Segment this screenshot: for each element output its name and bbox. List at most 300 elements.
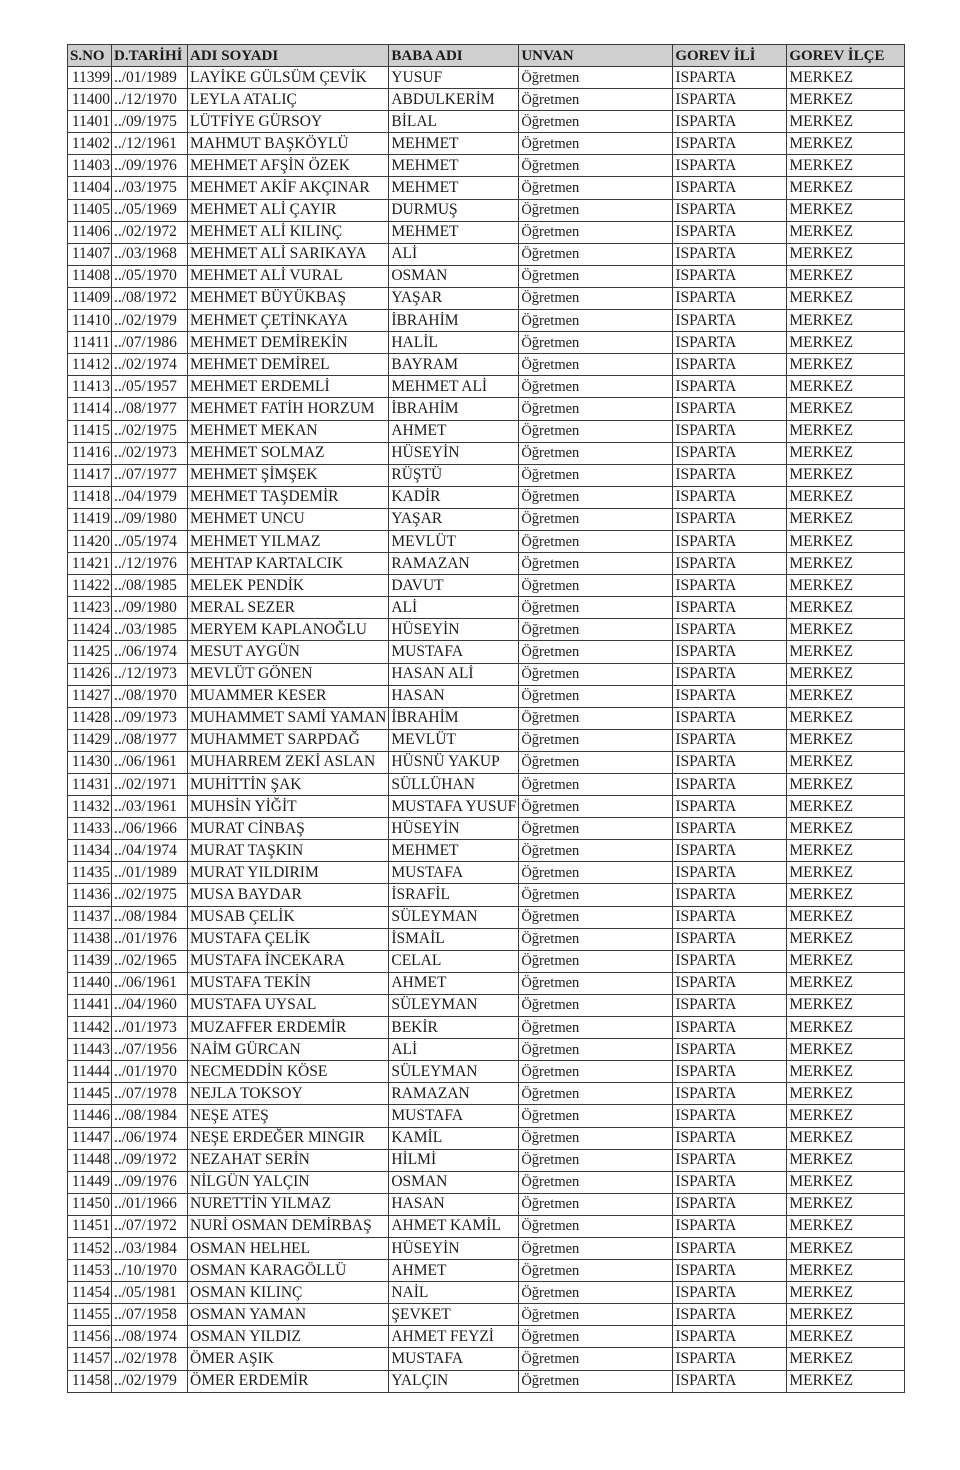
table-row <box>68 1171 905 1193</box>
cell-birth-date: ../12/1961 <box>112 133 188 155</box>
cell-birth-date: ../05/1981 <box>112 1282 188 1304</box>
cell-sno: 11450 <box>68 1193 112 1215</box>
cell-sno: 11407 <box>68 243 112 265</box>
cell-sno: 11417 <box>68 464 112 486</box>
cell-sno: 11458 <box>68 1370 112 1392</box>
cell-province: ISPARTA <box>673 332 787 354</box>
cell-sno: 11457 <box>68 1348 112 1370</box>
cell-full-name: MEHMET SOLMAZ <box>188 442 389 464</box>
table-row <box>68 1193 905 1215</box>
cell-title: Öğretmen <box>519 1260 673 1282</box>
cell-title: Öğretmen <box>519 1039 673 1061</box>
cell-sno: 11410 <box>68 310 112 332</box>
cell-district: MERKEZ <box>787 950 905 972</box>
cell-province: ISPARTA <box>673 928 787 950</box>
cell-title: Öğretmen <box>519 221 673 243</box>
cell-district: MERKEZ <box>787 1348 905 1370</box>
cell-sno: 11428 <box>68 707 112 729</box>
cell-full-name: MUHİTTİN ŞAK <box>188 774 389 796</box>
table-row <box>68 751 905 773</box>
cell-district: MERKEZ <box>787 597 905 619</box>
cell-title: Öğretmen <box>519 486 673 508</box>
cell-title: Öğretmen <box>519 89 673 111</box>
cell-sno: 11414 <box>68 398 112 420</box>
cell-sno: 11440 <box>68 972 112 994</box>
cell-province: ISPARTA <box>673 950 787 972</box>
cell-full-name: MUSTAFA TEKİN <box>188 972 389 994</box>
table-row <box>68 994 905 1016</box>
table-row <box>68 1260 905 1282</box>
cell-province: ISPARTA <box>673 707 787 729</box>
cell-title: Öğretmen <box>519 1304 673 1326</box>
cell-sno: 11453 <box>68 1260 112 1282</box>
cell-birth-date: ../02/1978 <box>112 1348 188 1370</box>
cell-district: MERKEZ <box>787 1282 905 1304</box>
table-row <box>68 420 905 442</box>
cell-full-name: NURETTİN YILMAZ <box>188 1193 389 1215</box>
cell-father-name: MEVLÜT <box>389 729 519 751</box>
table-row <box>68 884 905 906</box>
cell-full-name: MEHMET ALİ ÇAYIR <box>188 199 389 221</box>
cell-sno: 11435 <box>68 862 112 884</box>
cell-father-name: BEKİR <box>389 1017 519 1039</box>
table-row <box>68 1039 905 1061</box>
cell-father-name: DURMUŞ <box>389 199 519 221</box>
table-row <box>68 1105 905 1127</box>
cell-birth-date: ../08/1974 <box>112 1326 188 1348</box>
header-father-name: BABA ADI <box>389 45 519 67</box>
table-row <box>68 641 905 663</box>
cell-father-name: MEVLÜT <box>389 530 519 552</box>
cell-title: Öğretmen <box>519 707 673 729</box>
cell-district: MERKEZ <box>787 818 905 840</box>
table-row <box>68 111 905 133</box>
cell-father-name: RAMAZAN <box>389 553 519 575</box>
table-row <box>68 729 905 751</box>
table-row <box>68 1282 905 1304</box>
table-row <box>68 553 905 575</box>
cell-birth-date: ../07/1958 <box>112 1304 188 1326</box>
cell-father-name: RÜŞTÜ <box>389 464 519 486</box>
cell-father-name: AHMET <box>389 972 519 994</box>
cell-birth-date: ../09/1972 <box>112 1149 188 1171</box>
cell-province: ISPARTA <box>673 1237 787 1259</box>
cell-birth-date: ../07/1986 <box>112 332 188 354</box>
cell-sno: 11399 <box>68 67 112 89</box>
cell-province: ISPARTA <box>673 862 787 884</box>
cell-father-name: HALİL <box>389 332 519 354</box>
cell-province: ISPARTA <box>673 1282 787 1304</box>
cell-province: ISPARTA <box>673 818 787 840</box>
cell-district: MERKEZ <box>787 89 905 111</box>
cell-province: ISPARTA <box>673 641 787 663</box>
cell-district: MERKEZ <box>787 243 905 265</box>
cell-birth-date: ../08/1972 <box>112 287 188 309</box>
cell-sno: 11445 <box>68 1083 112 1105</box>
cell-birth-date: ../03/1985 <box>112 619 188 641</box>
cell-full-name: NURİ OSMAN DEMİRBAŞ <box>188 1215 389 1237</box>
table-row <box>68 89 905 111</box>
cell-province: ISPARTA <box>673 619 787 641</box>
cell-father-name: BİLAL <box>389 111 519 133</box>
cell-sno: 11446 <box>68 1105 112 1127</box>
cell-full-name: MUHSİN YİĞİT <box>188 796 389 818</box>
cell-district: MERKEZ <box>787 221 905 243</box>
cell-full-name: LAYİKE GÜLSÜM ÇEVİK <box>188 67 389 89</box>
cell-district: MERKEZ <box>787 111 905 133</box>
cell-father-name: ALİ <box>389 243 519 265</box>
cell-district: MERKEZ <box>787 1215 905 1237</box>
cell-birth-date: ../07/1978 <box>112 1083 188 1105</box>
cell-title: Öğretmen <box>519 1326 673 1348</box>
cell-province: ISPARTA <box>673 663 787 685</box>
table-row <box>68 1061 905 1083</box>
table-row <box>68 265 905 287</box>
cell-birth-date: ../04/1979 <box>112 486 188 508</box>
cell-full-name: MEHMET TAŞDEMİR <box>188 486 389 508</box>
table-row <box>68 332 905 354</box>
cell-province: ISPARTA <box>673 1215 787 1237</box>
cell-district: MERKEZ <box>787 906 905 928</box>
cell-sno: 11451 <box>68 1215 112 1237</box>
cell-sno: 11427 <box>68 685 112 707</box>
cell-birth-date: ../09/1975 <box>112 111 188 133</box>
cell-sno: 11437 <box>68 906 112 928</box>
cell-sno: 11408 <box>68 265 112 287</box>
cell-district: MERKEZ <box>787 530 905 552</box>
cell-father-name: HÜSEYİN <box>389 1237 519 1259</box>
cell-birth-date: ../05/1970 <box>112 265 188 287</box>
header-province: GOREV İLİ <box>673 45 787 67</box>
cell-province: ISPARTA <box>673 1260 787 1282</box>
cell-full-name: MEHMET ERDEMLİ <box>188 376 389 398</box>
cell-title: Öğretmen <box>519 155 673 177</box>
cell-district: MERKEZ <box>787 1127 905 1149</box>
cell-province: ISPARTA <box>673 376 787 398</box>
cell-province: ISPARTA <box>673 1017 787 1039</box>
cell-full-name: MEHMET AKİF AKÇINAR <box>188 177 389 199</box>
cell-district: MERKEZ <box>787 1237 905 1259</box>
cell-title: Öğretmen <box>519 818 673 840</box>
cell-birth-date: ../03/1984 <box>112 1237 188 1259</box>
cell-title: Öğretmen <box>519 1237 673 1259</box>
cell-district: MERKEZ <box>787 707 905 729</box>
cell-full-name: NEZAHAT SERİN <box>188 1149 389 1171</box>
cell-full-name: ÖMER AŞIK <box>188 1348 389 1370</box>
cell-district: MERKEZ <box>787 1149 905 1171</box>
cell-full-name: MEHMET ALİ SARIKAYA <box>188 243 389 265</box>
table-row <box>68 310 905 332</box>
cell-title: Öğretmen <box>519 310 673 332</box>
table-row <box>68 575 905 597</box>
cell-district: MERKEZ <box>787 442 905 464</box>
cell-province: ISPARTA <box>673 729 787 751</box>
cell-father-name: HÜSEYİN <box>389 619 519 641</box>
cell-sno: 11424 <box>68 619 112 641</box>
cell-title: Öğretmen <box>519 243 673 265</box>
cell-birth-date: ../09/1976 <box>112 155 188 177</box>
table-row <box>68 442 905 464</box>
table-row <box>68 928 905 950</box>
table-row <box>68 663 905 685</box>
cell-province: ISPARTA <box>673 199 787 221</box>
table-row <box>68 774 905 796</box>
cell-district: MERKEZ <box>787 354 905 376</box>
table-row <box>68 840 905 862</box>
cell-birth-date: ../02/1965 <box>112 950 188 972</box>
cell-full-name: MELEK PENDİK <box>188 575 389 597</box>
table-row <box>68 354 905 376</box>
cell-full-name: MEHMET UNCU <box>188 508 389 530</box>
cell-district: MERKEZ <box>787 663 905 685</box>
cell-full-name: MURAT TAŞKIN <box>188 840 389 862</box>
cell-sno: 11442 <box>68 1017 112 1039</box>
cell-district: MERKEZ <box>787 1105 905 1127</box>
cell-father-name: NAİL <box>389 1282 519 1304</box>
cell-title: Öğretmen <box>519 950 673 972</box>
cell-title: Öğretmen <box>519 111 673 133</box>
cell-title: Öğretmen <box>519 840 673 862</box>
cell-province: ISPARTA <box>673 774 787 796</box>
cell-full-name: NEŞE ERDEĞER MINGIR <box>188 1127 389 1149</box>
cell-district: MERKEZ <box>787 1061 905 1083</box>
cell-father-name: HASAN ALİ <box>389 663 519 685</box>
table-row <box>68 1215 905 1237</box>
cell-birth-date: ../01/1973 <box>112 1017 188 1039</box>
cell-district: MERKEZ <box>787 508 905 530</box>
cell-title: Öğretmen <box>519 774 673 796</box>
cell-title: Öğretmen <box>519 884 673 906</box>
cell-title: Öğretmen <box>519 1083 673 1105</box>
cell-full-name: ÖMER ERDEMİR <box>188 1370 389 1392</box>
cell-title: Öğretmen <box>519 1017 673 1039</box>
cell-title: Öğretmen <box>519 796 673 818</box>
cell-birth-date: ../09/1973 <box>112 707 188 729</box>
cell-district: MERKEZ <box>787 1370 905 1392</box>
cell-province: ISPARTA <box>673 442 787 464</box>
cell-district: MERKEZ <box>787 310 905 332</box>
cell-father-name: MEHMET ALİ <box>389 376 519 398</box>
cell-province: ISPARTA <box>673 221 787 243</box>
cell-sno: 11443 <box>68 1039 112 1061</box>
cell-district: MERKEZ <box>787 67 905 89</box>
cell-birth-date: ../01/1989 <box>112 67 188 89</box>
cell-province: ISPARTA <box>673 155 787 177</box>
cell-birth-date: ../05/1969 <box>112 199 188 221</box>
cell-birth-date: ../03/1968 <box>112 243 188 265</box>
table-row <box>68 796 905 818</box>
cell-sno: 11449 <box>68 1171 112 1193</box>
cell-father-name: MEHMET <box>389 133 519 155</box>
cell-father-name: İSMAİL <box>389 928 519 950</box>
cell-father-name: YAŞAR <box>389 287 519 309</box>
cell-title: Öğretmen <box>519 332 673 354</box>
cell-father-name: SÜLLÜHAN <box>389 774 519 796</box>
table-row <box>68 619 905 641</box>
cell-full-name: MEHMET ALİ VURAL <box>188 265 389 287</box>
cell-full-name: NİLGÜN YALÇIN <box>188 1171 389 1193</box>
cell-province: ISPARTA <box>673 508 787 530</box>
cell-birth-date: ../08/1985 <box>112 575 188 597</box>
cell-sno: 11416 <box>68 442 112 464</box>
cell-sno: 11401 <box>68 111 112 133</box>
cell-birth-date: ../09/1980 <box>112 508 188 530</box>
header-birth-date: D.TARİHİ <box>112 45 188 67</box>
cell-birth-date: ../04/1974 <box>112 840 188 862</box>
table-row <box>68 1017 905 1039</box>
cell-title: Öğretmen <box>519 663 673 685</box>
cell-father-name: MUSTAFA <box>389 862 519 884</box>
table-row <box>68 67 905 89</box>
table-row <box>68 685 905 707</box>
cell-district: MERKEZ <box>787 1083 905 1105</box>
cell-title: Öğretmen <box>519 420 673 442</box>
cell-district: MERKEZ <box>787 796 905 818</box>
header-row <box>68 45 905 67</box>
cell-full-name: MUHARREM ZEKİ ASLAN <box>188 751 389 773</box>
cell-father-name: ALİ <box>389 1039 519 1061</box>
cell-full-name: MURAT CİNBAŞ <box>188 818 389 840</box>
cell-title: Öğretmen <box>519 177 673 199</box>
cell-sno: 11423 <box>68 597 112 619</box>
table-row <box>68 221 905 243</box>
cell-full-name: OSMAN YAMAN <box>188 1304 389 1326</box>
cell-province: ISPARTA <box>673 840 787 862</box>
cell-district: MERKEZ <box>787 1326 905 1348</box>
cell-district: MERKEZ <box>787 464 905 486</box>
cell-father-name: CELAL <box>389 950 519 972</box>
cell-father-name: AHMET FEYZİ <box>389 1326 519 1348</box>
cell-birth-date: ../02/1979 <box>112 310 188 332</box>
cell-province: ISPARTA <box>673 1304 787 1326</box>
cell-full-name: MESUT AYGÜN <box>188 641 389 663</box>
cell-birth-date: ../12/1976 <box>112 553 188 575</box>
cell-full-name: MUSA BAYDAR <box>188 884 389 906</box>
cell-title: Öğretmen <box>519 1127 673 1149</box>
table-row <box>68 1127 905 1149</box>
cell-sno: 11409 <box>68 287 112 309</box>
cell-sno: 11411 <box>68 332 112 354</box>
cell-father-name: MEHMET <box>389 221 519 243</box>
cell-sno: 11415 <box>68 420 112 442</box>
cell-district: MERKEZ <box>787 884 905 906</box>
cell-sno: 11431 <box>68 774 112 796</box>
cell-sno: 11441 <box>68 994 112 1016</box>
cell-full-name: MEHMET ÇETİNKAYA <box>188 310 389 332</box>
cell-full-name: MEHMET AFŞİN ÖZEK <box>188 155 389 177</box>
cell-father-name: İSRAFİL <box>389 884 519 906</box>
cell-birth-date: ../07/1972 <box>112 1215 188 1237</box>
cell-title: Öğretmen <box>519 199 673 221</box>
cell-province: ISPARTA <box>673 1193 787 1215</box>
cell-district: MERKEZ <box>787 994 905 1016</box>
cell-province: ISPARTA <box>673 243 787 265</box>
cell-title: Öğretmen <box>519 729 673 751</box>
cell-father-name: SÜLEYMAN <box>389 1061 519 1083</box>
cell-father-name: ŞEVKET <box>389 1304 519 1326</box>
cell-title: Öğretmen <box>519 1171 673 1193</box>
cell-title: Öğretmen <box>519 641 673 663</box>
cell-province: ISPARTA <box>673 464 787 486</box>
cell-province: ISPARTA <box>673 796 787 818</box>
cell-sno: 11403 <box>68 155 112 177</box>
cell-full-name: MEHMET MEKAN <box>188 420 389 442</box>
cell-father-name: YALÇIN <box>389 1370 519 1392</box>
cell-birth-date: ../05/1957 <box>112 376 188 398</box>
cell-birth-date: ../08/1984 <box>112 906 188 928</box>
cell-full-name: MUSTAFA UYSAL <box>188 994 389 1016</box>
cell-full-name: MEHMET BÜYÜKBAŞ <box>188 287 389 309</box>
cell-province: ISPARTA <box>673 67 787 89</box>
cell-title: Öğretmen <box>519 508 673 530</box>
cell-full-name: MAHMUT BAŞKÖYLÜ <box>188 133 389 155</box>
cell-full-name: MUZAFFER ERDEMİR <box>188 1017 389 1039</box>
cell-full-name: NEJLA TOKSOY <box>188 1083 389 1105</box>
cell-province: ISPARTA <box>673 597 787 619</box>
cell-father-name: HASAN <box>389 1193 519 1215</box>
cell-birth-date: ../03/1961 <box>112 796 188 818</box>
cell-birth-date: ../01/1970 <box>112 1061 188 1083</box>
cell-full-name: OSMAN HELHEL <box>188 1237 389 1259</box>
cell-father-name: AHMET KAMİL <box>389 1215 519 1237</box>
cell-district: MERKEZ <box>787 928 905 950</box>
cell-sno: 11413 <box>68 376 112 398</box>
cell-father-name: ABDULKERİM <box>389 89 519 111</box>
cell-title: Öğretmen <box>519 1348 673 1370</box>
cell-father-name: SÜLEYMAN <box>389 906 519 928</box>
cell-full-name: MEHMET FATİH HORZUM <box>188 398 389 420</box>
cell-birth-date: ../08/1977 <box>112 729 188 751</box>
cell-father-name: MEHMET <box>389 840 519 862</box>
table-row <box>68 972 905 994</box>
cell-birth-date: ../08/1977 <box>112 398 188 420</box>
cell-birth-date: ../07/1956 <box>112 1039 188 1061</box>
cell-district: MERKEZ <box>787 155 905 177</box>
cell-district: MERKEZ <box>787 685 905 707</box>
cell-district: MERKEZ <box>787 1039 905 1061</box>
cell-birth-date: ../06/1961 <box>112 751 188 773</box>
cell-province: ISPARTA <box>673 1171 787 1193</box>
cell-birth-date: ../03/1975 <box>112 177 188 199</box>
table-row <box>68 243 905 265</box>
cell-birth-date: ../02/1979 <box>112 1370 188 1392</box>
cell-sno: 11444 <box>68 1061 112 1083</box>
cell-province: ISPARTA <box>673 906 787 928</box>
cell-province: ISPARTA <box>673 994 787 1016</box>
cell-province: ISPARTA <box>673 133 787 155</box>
cell-title: Öğretmen <box>519 133 673 155</box>
cell-province: ISPARTA <box>673 1326 787 1348</box>
cell-province: ISPARTA <box>673 310 787 332</box>
header-title: UNVAN <box>519 45 673 67</box>
cell-title: Öğretmen <box>519 398 673 420</box>
cell-district: MERKEZ <box>787 1171 905 1193</box>
cell-full-name: LÜTFİYE GÜRSOY <box>188 111 389 133</box>
cell-sno: 11456 <box>68 1326 112 1348</box>
cell-birth-date: ../07/1977 <box>112 464 188 486</box>
table-row <box>68 464 905 486</box>
table-row <box>68 1304 905 1326</box>
cell-father-name: İBRAHİM <box>389 707 519 729</box>
cell-title: Öğretmen <box>519 464 673 486</box>
cell-sno: 11432 <box>68 796 112 818</box>
cell-birth-date: ../06/1966 <box>112 818 188 840</box>
table-row <box>68 1083 905 1105</box>
cell-father-name: YUSUF <box>389 67 519 89</box>
cell-district: MERKEZ <box>787 972 905 994</box>
cell-district: MERKEZ <box>787 1193 905 1215</box>
cell-province: ISPARTA <box>673 751 787 773</box>
